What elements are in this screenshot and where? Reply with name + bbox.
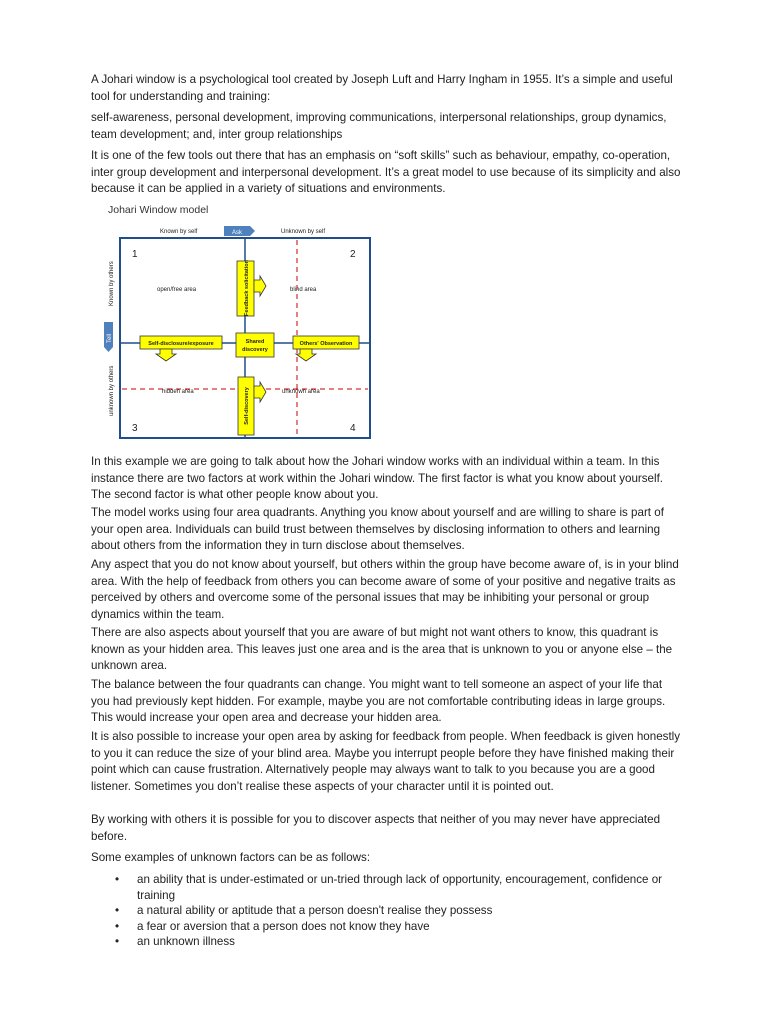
working-paragraph: By working with others it is possible for you to discover aspects that neither of you may never have appreciated before. (91, 813, 661, 843)
quadrant-2-number: 2 (350, 249, 356, 260)
others-observation-label: Others' Observation (299, 341, 353, 347)
blind-area-paragraph: Any aspect that you do not know about yourself, but others within the group have become aware of, is in your blind area. With the help of feedback from others you can become aware of some of your positive and negative traits as perceived by others and overcome some of the personal issues that may be inhibiting your personal or group dynamics within the team. (91, 558, 679, 621)
list-item (91, 919, 681, 935)
others-observation-box (293, 336, 359, 361)
feedback-paragraph: It is also possible to increase your open area by asking for feedback from people. When feedback is given honestly to you it can reduce the size of your blind area. Maybe you interrupt people before they have finished making their point which can cause frustration. Alternatively people may always want to talk to you because you are a good listener. Sometimes you don’t realise these aspects of your character until it is pointed out. (91, 730, 681, 793)
quadrant-4-number: 4 (350, 423, 356, 434)
diagram-title: Johari Window model (108, 204, 209, 216)
list-item-text: a fear or aversion that a person does not know they have (137, 919, 430, 933)
quadrant-3-number: 3 (132, 423, 138, 434)
list-item (91, 903, 681, 919)
blind-area-label: blind area (290, 287, 317, 293)
self-disclosure-label: Self-disclosure/exposure (148, 341, 214, 347)
feedback-solicitation-box (237, 259, 266, 316)
unknown-factors-list (91, 872, 681, 950)
bullet-icon: • (115, 919, 120, 933)
open-area-label: open/free area (157, 287, 197, 293)
feedback-solicitation-label: Feedback solicitation (244, 260, 250, 316)
list-item (91, 872, 681, 903)
self-disclosure-box (140, 336, 222, 361)
list-item-text: an unknown illness (137, 935, 235, 948)
list-item-text: an ability that is under-estimated or un-tried through lack of opportunity, encouragement, confidence or training (137, 873, 663, 902)
hidden-area-paragraph: There are also aspects about yourself that you are aware of but might not want others to know, this quadrant is known as your hidden area. This leaves just one area and is the area that is unknown to you or anyone else – the unknown area. (91, 626, 673, 672)
example-paragraph: In this example we are going to talk about how the Johari window works with an individual within a team. In this instance there are two factors at work within the Johari window. The first factor is what you know about yourself. The second factor is what other people know about you. (91, 455, 664, 501)
tell-label: Tell (107, 333, 113, 343)
unknown-area-label: unknown area (282, 389, 320, 395)
hidden-area-label: hidden area (162, 389, 194, 395)
bullet-icon: • (115, 935, 120, 948)
list-item (91, 934, 681, 950)
shared-discovery-label-line1: Shared (245, 339, 265, 345)
examples-intro-paragraph: Some examples of unknown factors can be as follows: (91, 851, 371, 864)
johari-window-diagram (100, 198, 380, 442)
known-by-self-label: Known by self (160, 229, 198, 235)
self-discovery-label: Self-discovery (244, 387, 250, 425)
open-area-paragraph: The model works using four area quadrants. Anything you know about yourself and are willing to share is part of your open area. Individuals can build trust between themselves by disclosing information to others and learning about others from the information they in turn disclose about themselves. (91, 506, 664, 552)
ask-label: Ask (231, 230, 243, 236)
balance-paragraph: The balance between the four quadrants can change. You might want to tell someone an aspect of your life that you had previously kept hidden. For example, maybe you are not comfortable contributing ideas in large groups. This would increase your open area and decrease your hidden area. (91, 678, 666, 724)
shared-discovery-box (236, 333, 274, 357)
known-by-others-label: Known by others (109, 261, 115, 306)
unknown-by-others-label: unknown by others (109, 365, 115, 416)
bullet-icon: • (115, 904, 120, 917)
shared-discovery-label-line2: discovery (242, 347, 268, 353)
uses-paragraph: self-awareness, personal development, improving communications, interpersonal relationships, group dynamics, team development; and, inter group relationships (91, 111, 667, 141)
intro-paragraph: A Johari window is a psychological tool created by Joseph Luft and Harry Ingham in 1955. It’s a simple and useful tool for understanding and training: (91, 73, 673, 103)
unknown-by-self-label: Unknown by self (281, 229, 326, 235)
self-discovery-box (238, 377, 266, 435)
list-item-text: a natural ability or aptitude that a person doesn't realise they possess (137, 904, 493, 917)
soft-skills-paragraph: It is one of the few tools out there that has an emphasis on “soft skills” such as behaviour, empathy, co-operation, inter group development and interpersonal development. It’s a great model to use because of its simplicity and also because it can be applied in a variety of situations and environments. (91, 149, 681, 195)
quadrant-1-number: 1 (132, 249, 138, 260)
bullet-icon: • (115, 873, 120, 886)
